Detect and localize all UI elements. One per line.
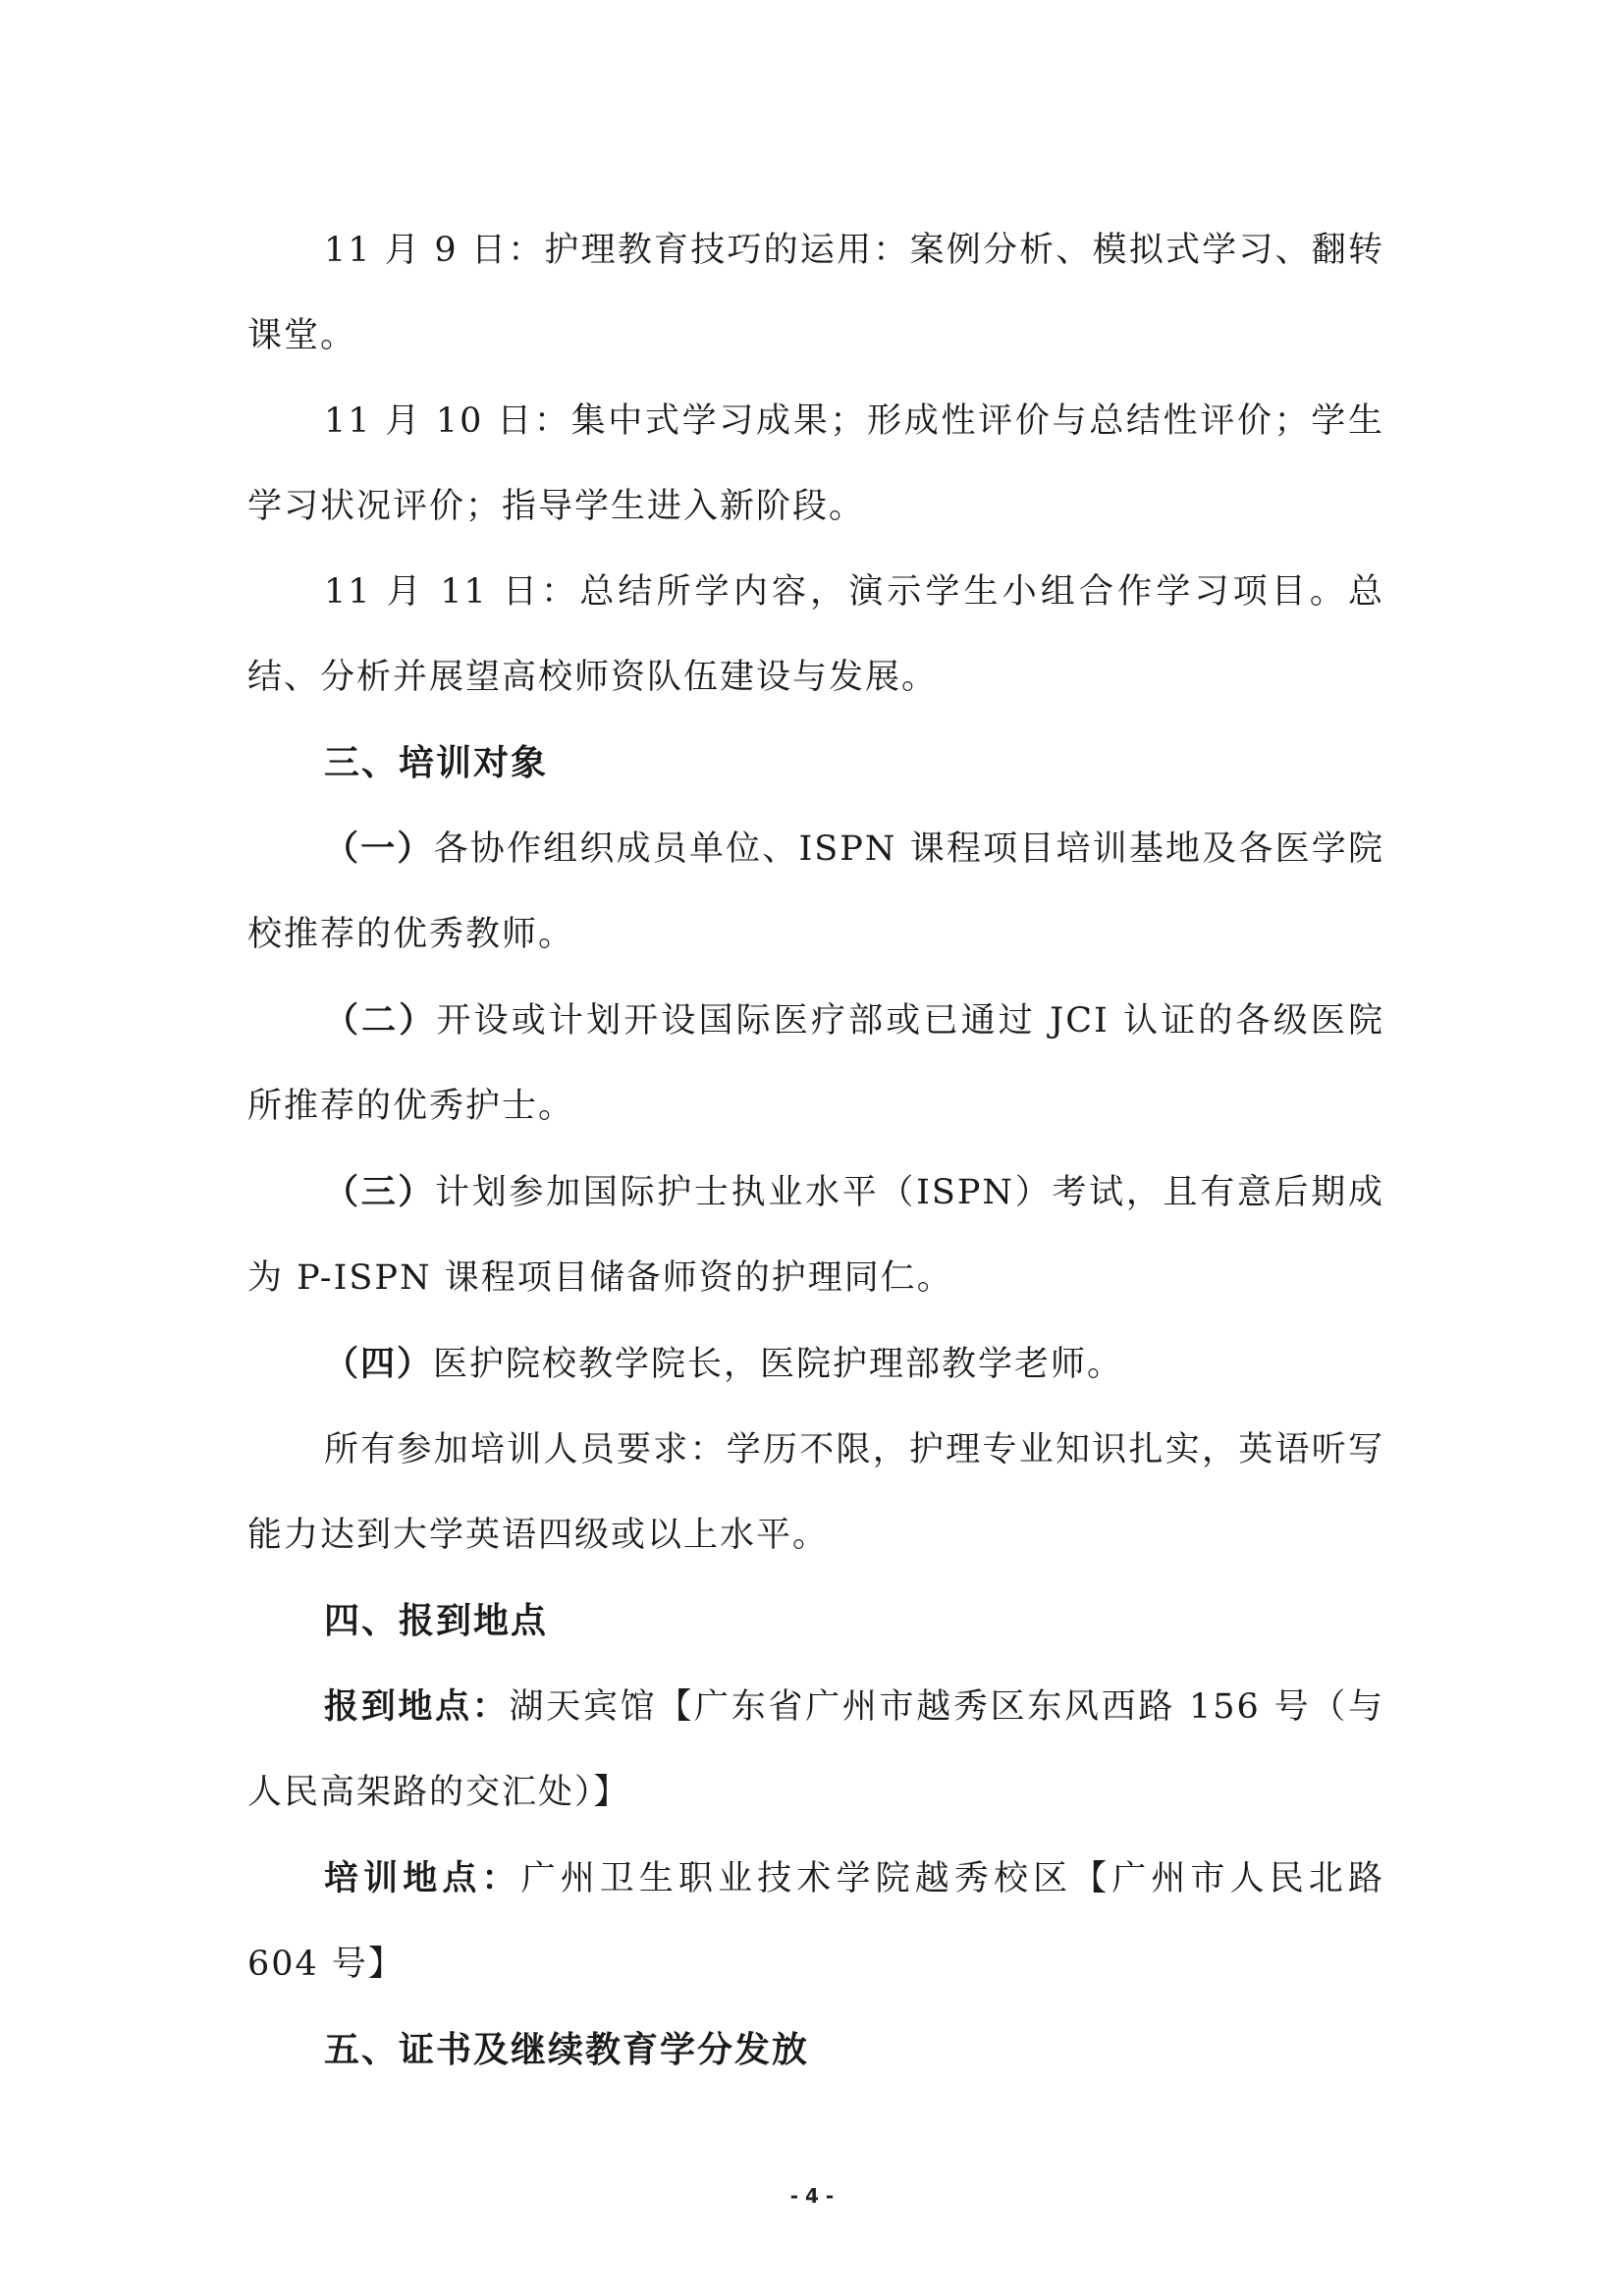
target-item-3	[247, 1149, 1384, 1321]
training-location-text: 广州卫生职业技术学院越秀校区【广州市人民北路 604 号】	[247, 1859, 1384, 1984]
schedule-nov-9: 11 月 9 日：护理教育技巧的运用：案例分析、模拟式学习、翻转课堂。	[247, 231, 1384, 355]
target-item-3-label: （三）	[324, 1172, 436, 1212]
section-3-heading: 三、培训对象	[324, 742, 549, 783]
section-4-heading: 四、报到地点	[324, 1600, 549, 1641]
target-item-4	[247, 1321, 1384, 1408]
section-5-heading: 五、证书及继续教育学分发放	[324, 2029, 810, 2070]
schedule-nov-10: 11 月 10 日：集中式学习成果；形成性评价与总结性评价；学生学习状况评价；指导学生进入新阶段。	[247, 401, 1384, 526]
target-item-3-text: 计划参加国际护士执业水平（ISPN）考试，且有意后期成为 P-ISPN 课程项目储备师资的护理同仁。	[247, 1173, 1384, 1298]
target-item-2-label: （二）	[324, 1000, 437, 1041]
checkin-location	[247, 1664, 1384, 1836]
target-item-2-text: 开设或计划开设国际医疗部或已通过 JCI 认证的各级医院所推荐的优秀护士。	[247, 1001, 1384, 1126]
checkin-location-label: 报到地点：	[324, 1686, 510, 1727]
target-item-4-label: （四）	[324, 1344, 434, 1384]
document-body	[247, 208, 1384, 2093]
target-item-1-label: （一）	[324, 828, 434, 869]
target-item-2	[247, 978, 1384, 1149]
training-location-label: 培训地点：	[324, 1858, 521, 1898]
page-number: - 4 -	[789, 2184, 835, 2208]
target-item-1-text: 各协作组织成员单位、ISPN 课程项目培训基地及各医学院校推荐的优秀教师。	[247, 829, 1384, 954]
schedule-nov-11: 11 月 11 日：总结所学内容，演示学生小组合作学习项目。总结、分析并展望高校师资队伍建设与发展。	[247, 572, 1384, 697]
training-location	[247, 1836, 1384, 2007]
target-item-1	[247, 806, 1384, 978]
target-item-4-text: 医护院校教学院长，医院护理部教学老师。	[433, 1345, 1124, 1384]
checkin-location-text: 湖天宾馆【广东省广州市越秀区东风西路 156 号（与人民高架路的交汇处）】	[247, 1687, 1384, 1812]
participant-requirement: 所有参加培训人员要求：学历不限，护理专业知识扎实，英语听写能力达到大学英语四级或以上水平。	[247, 1430, 1384, 1555]
